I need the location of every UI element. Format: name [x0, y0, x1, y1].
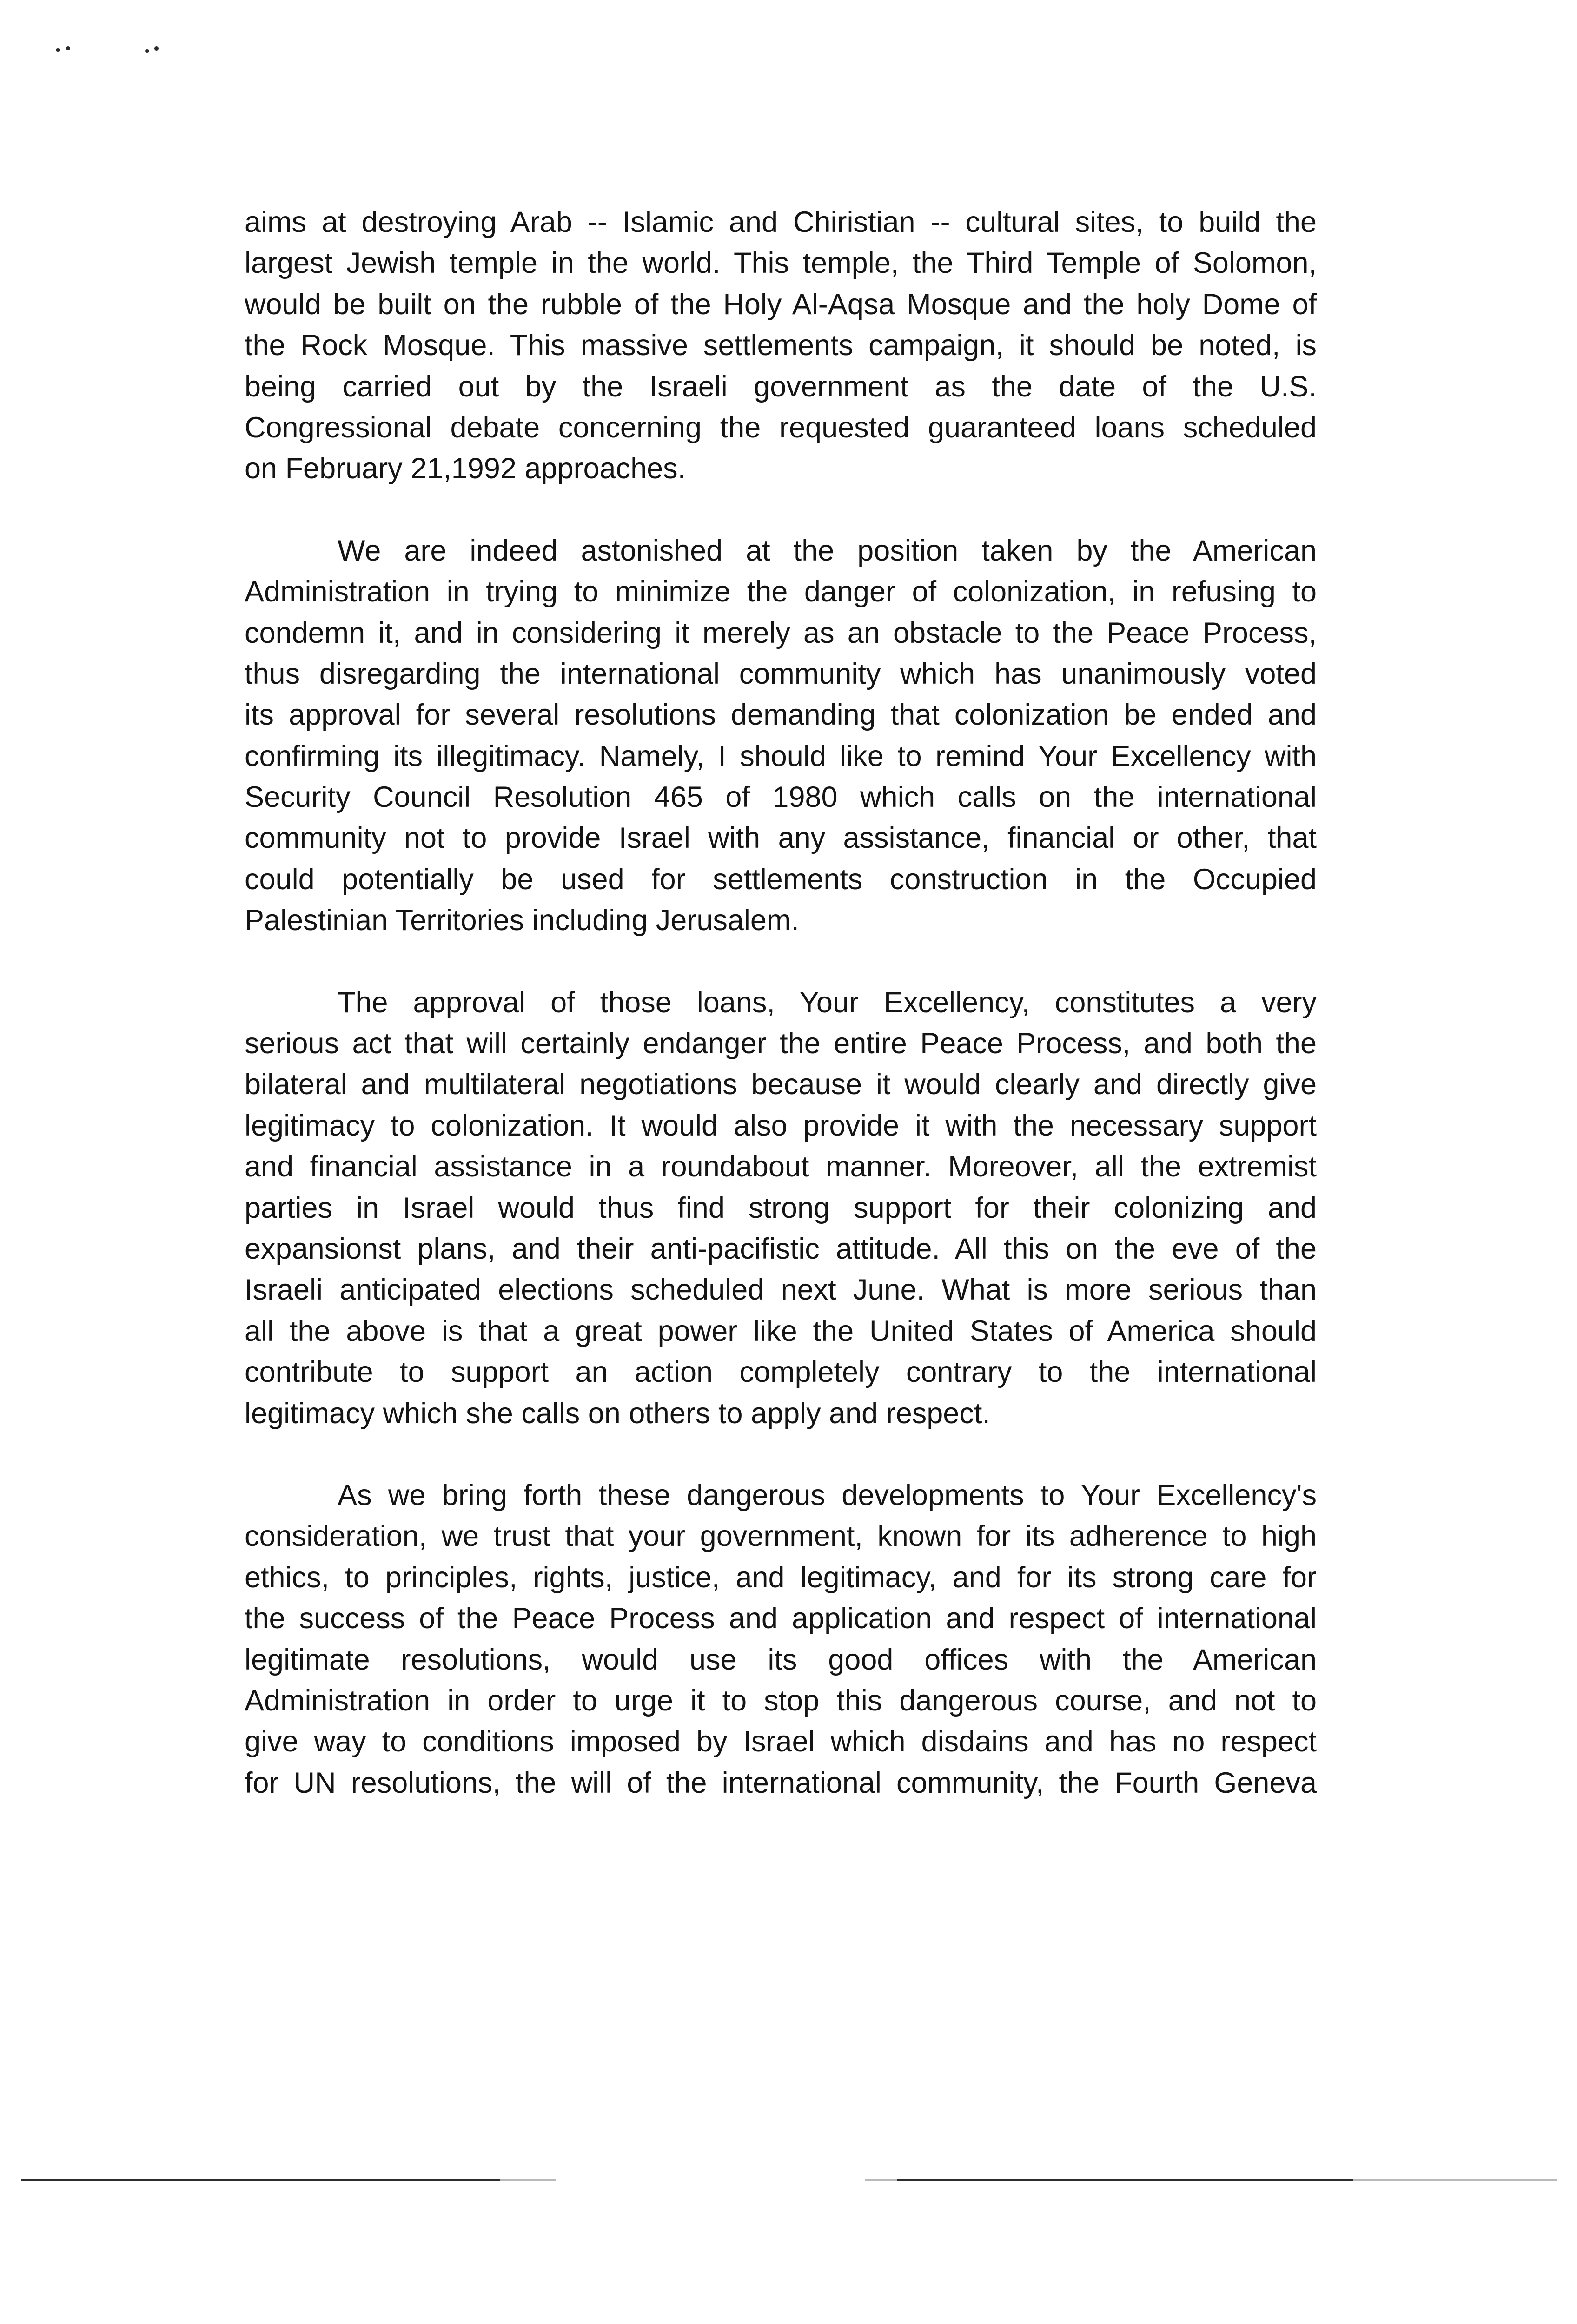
text-line: Congressional debate concerning the requested guaranteed loans scheduled	[245, 411, 1317, 444]
text-line: for UN resolutions, the will of the international community, the Fourth Geneva	[245, 1766, 1317, 1799]
text-line: bilateral and multilateral negotiations because it would clearly and directly give	[245, 1068, 1317, 1101]
divider-line	[1353, 2179, 1557, 2181]
text-line: Security Council Resolution 465 of 1980 which calls on the international	[245, 781, 1317, 814]
text-line: serious act that will certainly endanger the entire Peace Process, and both the	[245, 1027, 1317, 1060]
text-line: As we bring forth these dangerous developments to Your Excellency's	[338, 1479, 1317, 1512]
divider-line	[865, 2179, 897, 2181]
text-line: expansionst plans, and their anti-pacifistic attitude. All this on the eve of the	[245, 1232, 1317, 1265]
text-line: would be built on the rubble of the Holy Al-Aqsa Mosque and the holy Dome of	[245, 288, 1317, 321]
text-line: legitimate resolutions, would use its good offices with the American	[245, 1643, 1317, 1676]
text-line: Israeli anticipated elections scheduled next June. What is more serious than	[245, 1274, 1317, 1307]
text-line: on February 21,1992 approaches.	[245, 452, 686, 485]
divider-line	[21, 2179, 500, 2181]
paragraph	[245, 530, 1317, 941]
text-line: and financial assistance in a roundabout manner. Moreover, all the extremist	[245, 1150, 1317, 1183]
paragraph	[245, 1475, 1317, 1803]
text-line: parties in Israel would thus find strong support for their colonizing and	[245, 1191, 1317, 1224]
text-line: contribute to support an action completely contrary to the international	[245, 1356, 1317, 1389]
scan-mark	[145, 49, 149, 53]
divider-line	[897, 2179, 1353, 2181]
text-line: confirming its illegitimacy. Namely, I should like to remind Your Excellency with	[245, 739, 1317, 772]
text-line: consideration, we trust that your government, known for its adherence to high	[245, 1520, 1317, 1553]
text-line: the success of the Peace Process and application and respect of international	[245, 1602, 1317, 1635]
paragraph	[245, 982, 1317, 1434]
text-line: We are indeed astonished at the position taken by the American	[338, 534, 1317, 567]
text-line: all the above is that a great power like the United States of America should	[245, 1314, 1317, 1347]
text-line: condemn it, and in considering it merely as an obstacle to the Peace Process,	[245, 616, 1317, 649]
text-line: Administration in order to urge it to stop this dangerous course, and not to	[245, 1684, 1317, 1717]
scan-mark	[66, 46, 70, 50]
text-line: give way to conditions imposed by Israel which disdains and has no respect	[245, 1725, 1317, 1758]
paragraph	[245, 202, 1317, 489]
text-line: being carried out by the Israeli government as the date of the U.S.	[245, 370, 1317, 403]
text-line: thus disregarding the international community which has unanimously voted	[245, 657, 1317, 690]
text-line: Administration in trying to minimize the danger of colonization, in refusing to	[245, 575, 1317, 608]
text-line: could potentially be used for settlements construction in the Occupied	[245, 863, 1317, 896]
scan-mark	[56, 48, 60, 52]
text-line: legitimacy which she calls on others to apply and respect.	[245, 1397, 990, 1430]
text-line: the Rock Mosque. This massive settlements campaign, it should be noted, is	[245, 329, 1317, 362]
text-line: legitimacy to colonization. It would also provide it with the necessary support	[245, 1109, 1317, 1142]
text-line: largest Jewish temple in the world. This temple, the Third Temple of Solomon,	[245, 247, 1317, 280]
scan-mark	[154, 46, 159, 51]
text-line: its approval for several resolutions demanding that colonization be ended and	[245, 699, 1317, 732]
divider-line	[500, 2179, 556, 2181]
letter-body	[245, 202, 1317, 1844]
text-line: Palestinian Territories including Jerusalem.	[245, 904, 799, 937]
text-line: The approval of those loans, Your Excellency, constitutes a very	[338, 986, 1317, 1019]
text-line: ethics, to principles, rights, justice, and legitimacy, and for its strong care for	[245, 1561, 1317, 1594]
text-line: aims at destroying Arab -- Islamic and Chiristian -- cultural sites, to build the	[245, 206, 1317, 238]
text-line: community not to provide Israel with any assistance, financial or other, that	[245, 822, 1317, 855]
